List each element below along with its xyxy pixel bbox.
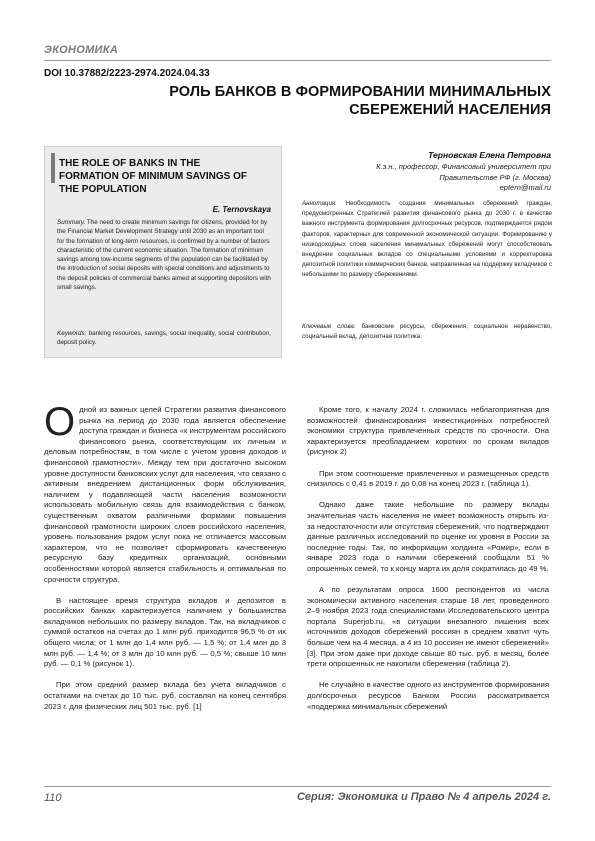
annotation-ru [302,199,552,281]
keywords-ru [302,322,552,342]
keywords-ru-text: банковские ресурсы, сбережения, социальное неравенство, социальный вклад, депозитная политика. [302,323,552,341]
author-email: eptern@mail.ru [499,183,551,192]
page-number: 110 [44,792,62,804]
section-label: ЭКОНОМИКА [44,44,119,56]
summary-en [57,218,271,292]
body-paragraph: Однако даже такие небольшие по размеру вклады значительная часть населения не имеет возможность открыть из-за недостаточности или отсутствия сбережений, что подтверждают данные различных исследований по оценке их уровня в России за последние годы. Так, по информации холдинга «Ромир», если в январе 2023 года о наличии сбережений сообщали 51 % опрошенных семей, то к концу марта их доля сократилась до 49 %. [307,500,549,573]
author-en: E. Ternovskaya [212,205,271,214]
journal-series: Серия: Экономика и Право № 4 апрель 2024 г. [296,791,551,803]
keywords-label: Keywords: [57,330,87,337]
body-paragraph: А по результатам опроса 1600 респондентов из числа экономически активного населения старше 18 лет, проведенного 2–9 ноября 2023 года специалистами Исследовательского центра портала Superjob.ru, «в ситуации внезапного лишения всех источников доходов сбережений россиян в среднем хватит чуть больше чем на 4 месяца, а 4 из 10 россиян не имеют сбережений» [3]. При этом даже при доходе свыше 80 тыс. руб. в месяц, более трети опрошенных не накопили сбережения (таблица 2). [307,585,549,669]
annotation-label: Аннотация. [302,200,337,207]
footer-divider [44,786,551,787]
paragraph-text: дной из важных целей Стратегии развития финансового рынка на период до 2030 года является обеспечение доступа граждан и бизнеса «к инструментам российского финансового рынка, соответствующим их личным и деловым потребностям, в том числе с учетом уровня доходов и финансовой грамотности». Между тем при достаточно высоком уровне доступности банковских услуг для населения, что связано с активным внедрением дистанционных форм обслуживания, наличием у подавляющей части населения возможности использовать мобильную связь для взаимодействия с банком, существенным охватом различными формами повышения финансовой грамотности широких слоев российского населения, уровень пользования рядом услуг пока не отличается массовым характером, что не позволяет сформировать качественную ресурсную базу кредитных организаций, основными особенностями которой является стабильность и оптимальная по срочности структура. [44,405,286,584]
english-abstract-box [44,146,282,358]
drop-cap: О [44,400,76,444]
keywords-en [57,329,271,348]
body-paragraph: В настоящее время структура вкладов и депозитов в российских банках характеризуется наличием у большинства вкладчиков небольших по размеру вкладов. Так, на вкладчиков с суммой остатков на счетах до 1 млн руб. приходится 96,5 % от их общего числа; от 1 млн до 1,4 млн руб. — 1,5 %; от 1,4 млн до 3 млн руб. — 1,4 %; от 3 млн до 10 млн руб. — 0,5 %; свыше 10 млн руб. — 0,1 % (рисунок 1). [44,595,286,669]
summary-label: Summary. [57,219,86,226]
article-title-ru: РОЛЬ БАНКОВ В ФОРМИРОВАНИИ МИНИМАЛЬНЫХ СБЕРЕЖЕНИЙ НАСЕЛЕНИЯ [169,84,551,118]
affiliation-text: К.э.н., профессор, Финансовый университет при Правительстве РФ (г. Москва) [376,162,551,182]
body-column-right [307,405,549,723]
keywords-text: banking resources, savings, social inequality, social contribution, deposit policy. [57,330,271,347]
body-paragraph: При этом средний размер вклада без учета вкладчиков с остатками на счетах до 10 тыс. руб. составлял на конец сентября 2023 г. для физических лиц 501 тыс. руб. [1] [44,680,286,711]
body-column-left [44,400,286,723]
body-paragraph: Кроме того, к началу 2024 г. сложилась неблагоприятная для возможностей финансирования инвестиционных потребностей экономики структура привлеченных средств по срочности. Она характеризуется преобладанием коротких по срокам вкладов (рисунок 2) [307,405,549,457]
annotation-text: Необходимость создания минимальных сбережений граждан, предусмотренных Стратегией развития финансового рынка до 2030 г. в качестве важного инструмента формирования долгосрочных ресурсов, подтверждается рядом факторов, характерных для современной экономической ситуации. Формированию у низкодоходных слоев населения минимальных сбережений могут способствовать внедрение социальных вкладов со специальными условиями и корректировка депозитной политики коммерческих банков, направленная на поддержку вкладчиков с небольшими по размеру сбережениями. [302,200,552,279]
author-ru: Терновская Елена Петровна [428,150,551,160]
accent-bar [51,153,55,183]
article-title-en: THE ROLE OF BANKS IN THE FORMATION OF MINIMUM SAVINGS OF THE POPULATION [59,158,247,195]
summary-text: The need to create minimum savings for citizens, provided for by the Financial Market Development Strategy until 2030 as an important tool for the formation of long-term resources, is confirmed by a number of factors characteristic of the current economic situation. The formation of minimum savings among low-income segments of the population can be facilitated by the introduction of social deposits with special conditions and adjustments to the deposit policies of commercial banks aimed at supporting depositors with small savings. [57,219,271,292]
body-paragraph: При этом соотношение привлеченных и размещенных средств снизилось с 0,41 в 2019 г. до 0,08 на конец 2023 г. (таблица 1). [307,468,549,489]
body-paragraph [44,400,286,585]
keywords-ru-label: Ключевые слова: [302,323,356,330]
doi: DOI 10.37882/2223-2974.2024.04.33 [44,68,210,79]
author-affiliation [321,162,551,194]
header-divider [44,60,551,61]
body-paragraph: Не случайно в качестве одного из инструментов формирования долгосрочных ресурсов Банком России рассматривается «поддержка минимальных сбережений [307,680,549,711]
